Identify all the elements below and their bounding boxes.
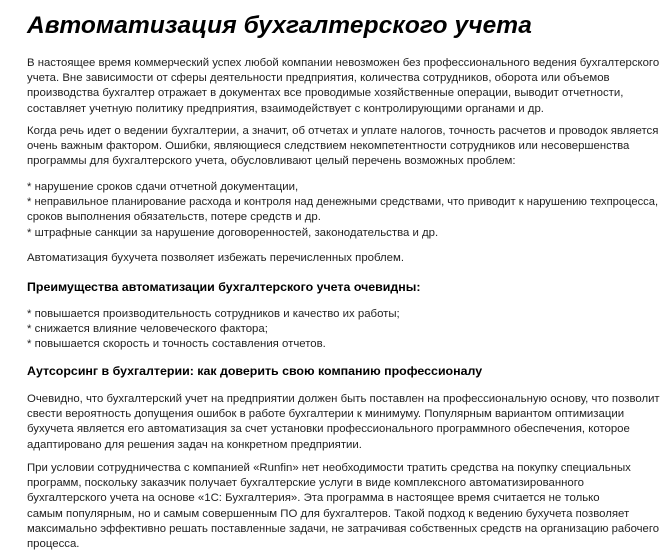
- paragraph-line: процесса.: [27, 538, 80, 551]
- paragraph-line: очень важным фактором. Ошибки, являющиеся следствием некомпетентности сотрудников или несовершенства: [27, 140, 630, 153]
- paragraph-line: При условии сотрудничества с компанией «Runfin» нет необходимости тратить средства на покупку специальных: [27, 462, 631, 474]
- runfin-paragraph: [27, 461, 657, 552]
- paragraph-line: адаптировано для решения задач на конкретном предприятии.: [27, 438, 362, 451]
- paragraph-line: бухучета является его автоматизация за счет установки профессионального программного обеспечения, которое: [27, 423, 630, 436]
- benefits-heading: Преимущества автоматизации бухгалтерского учета очевидны:: [27, 280, 421, 294]
- paragraph-line: самым популярным, но и самым совершенным ПО для бухгалтеров. Такой подход к ведению бухучета позволяет: [27, 507, 630, 520]
- intro-paragraph: [27, 56, 660, 117]
- outsourcing-heading: Аутсорсинг в бухгалтерии: как доверить свою компанию профессионалу: [27, 364, 483, 378]
- paragraph-line: учета. Вне зависимости от сферы деятельности предприятия, количества сотрудников, оборота или объемов: [27, 72, 610, 85]
- list-item: * снижается влияние человеческого фактора;: [27, 323, 268, 336]
- problems-list: [27, 180, 657, 241]
- paragraph-line: производства бухгалтер отражает в документах все проводимые хозяйственные операции, выводит отчетности,: [27, 87, 624, 100]
- outsourcing-paragraph: [27, 392, 660, 453]
- paragraph-line: программы для бухгалтерского учета, обусловливают целый перечень возможных проблем:: [27, 155, 516, 168]
- list-item: * повышается производительность сотрудников и качество их работы;: [27, 308, 400, 320]
- list-item: сроков выполнения обязательств, потере средств и др.: [27, 211, 321, 224]
- list-item: * нарушение сроков сдачи отчетной документации,: [27, 181, 299, 193]
- paragraph-line: составляет учетную политику предприятия, взаимодействует с контролирующими органами и др.: [27, 102, 544, 115]
- paragraph-line: программ, поскольку заказчик получает бухгалтерские услуги в виде комплексного автоматизированного: [27, 477, 584, 490]
- list-item: * штрафные санкции за нарушение договоренностей, законодательства и др.: [27, 226, 439, 239]
- benefits-list: [27, 307, 657, 353]
- paragraph-line: Когда речь идет о ведении бухгалтерии, а значит, об отчетах и уплате налогов, точность расчетов и проводок является: [27, 125, 659, 137]
- paragraph-line: Очевидно, что бухгалтерский учет на предприятии должен быть поставлен на профессиональную основу, что позволит: [27, 393, 660, 405]
- paragraph-line: В настоящее время коммерческий успех любой компании невозможен без профессионального ведения бухгалтерского: [27, 57, 660, 69]
- paragraph-line: максимально эффективно решать поставленные задачи, не затрачивая собственных средств на организацию рабочего: [27, 522, 659, 535]
- paragraph-line: бухгалтерского учета на основе «1С: Бухгалтерия». Эта программа в настоящее время считается не только: [27, 492, 600, 505]
- problems-intro-paragraph: [27, 124, 657, 170]
- paragraph-line: Автоматизация бухучета позволяет избежать перечисленных проблем.: [27, 252, 404, 264]
- list-item: * неправильное планирование расхода и контроля над денежными средствами, что приводит к нарушению техпроцесса,: [27, 196, 659, 209]
- page-title: Автоматизация бухгалтерского учета: [27, 12, 532, 39]
- list-item: * повышается скорость и точность составления отчетов.: [27, 338, 326, 351]
- automation-summary: [27, 251, 657, 266]
- paragraph-line: свести вероятность допущения ошибок в работе бухгалтерии к минимуму. Популярным вариантом оптимизации: [27, 408, 625, 421]
